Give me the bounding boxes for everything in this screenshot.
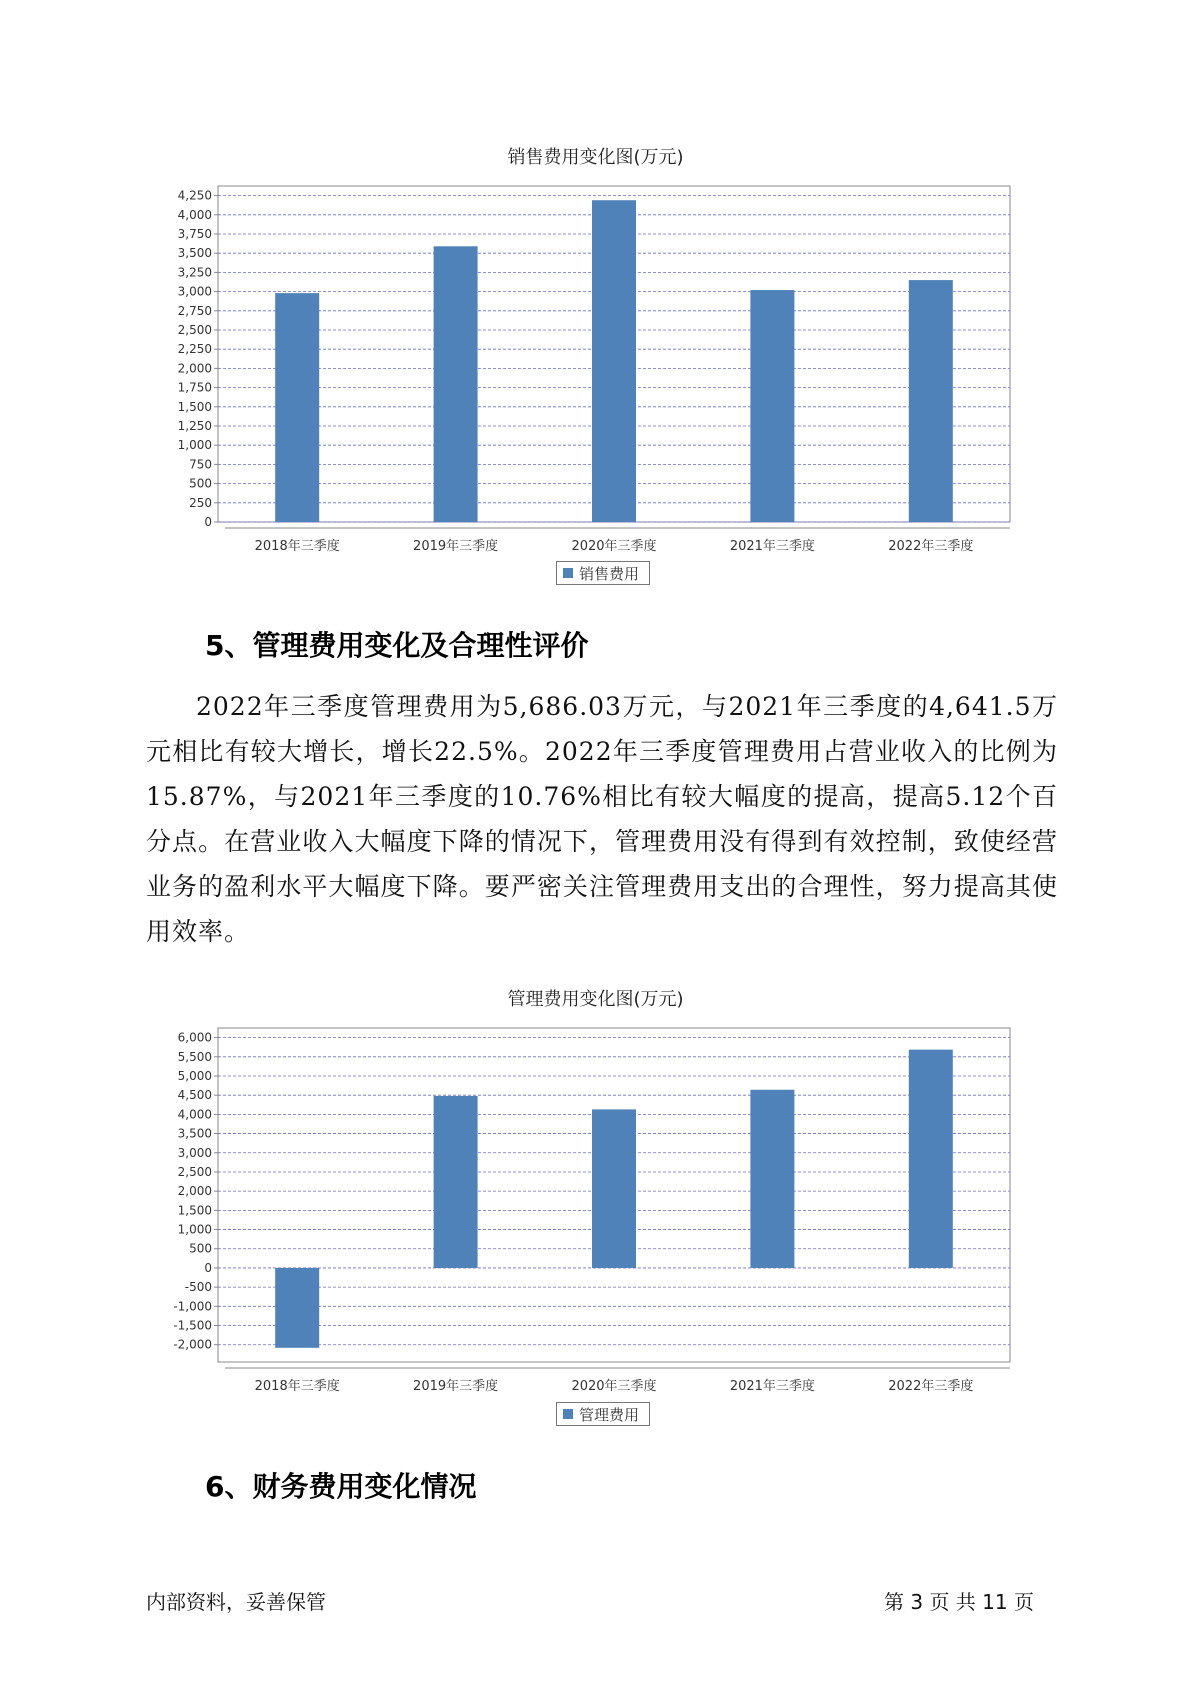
chart2-y-tick-label: -500 [184,1280,212,1295]
chart2-legend-swatch [563,1409,573,1419]
chart2-y-tick-label: 2,500 [177,1164,212,1179]
chart1-y-tick-label: 500 [189,476,212,491]
chart1-y-tick-label: 3,500 [177,246,212,261]
chart1-y-tick-label: 4,250 [177,188,212,203]
chart1-y-tick-label: 4,000 [177,207,212,222]
section6-heading: 6、财务费用变化情况 [205,1470,477,1503]
chart2-y-tick-label: 5,000 [177,1068,212,1083]
chart2-bar [909,1050,953,1268]
chart1-y-tick-label: 750 [189,457,212,472]
chart2-y-tick-label: 3,000 [177,1145,212,1160]
chart2-x-tick-label: 2018年三季度 [254,1379,340,1394]
chart2-bar [750,1090,794,1268]
section5-paragraph: 2022年三季度管理费用为5,686.03万元，与2021年三季度的4,641.5万元相比有较大增长，增长22.5%。2022年三季度管理费用占营业收入的比例为15.87%，与2021年三季度的10.76%相比有较大幅度的提高，提高5.12个百分点。在营业收入大幅度下降的情况下，管理费用没有得到有效控制，致使经营业务的盈利水平大幅度下降。要严密关注管理费用支出的合理性，努力提高其使用效率。 [146,692,1058,946]
chart1-y-tick-label: 1,000 [177,438,212,453]
chart1-title: 销售费用变化图(万元) [507,147,684,168]
chart2-bar [434,1096,478,1268]
chart1-legend-label: 销售费用 [579,564,640,583]
chart1-y-tick-label: 3,000 [177,284,212,299]
chart2-title: 管理费用变化图(万元) [507,989,684,1010]
chart1-y-tick-label: 3,250 [177,265,212,280]
chart1-x-tick-label: 2022年三季度 [888,539,974,554]
chart2-y-tick-label: 500 [189,1241,212,1256]
chart2-y-tick-label: 2,000 [177,1184,212,1199]
chart2-bar [592,1109,636,1268]
chart2-y-tick-label: 1,000 [177,1222,212,1237]
chart2-y-tick-label: -2,000 [173,1337,212,1352]
chart2-x-tick-label: 2022年三季度 [888,1379,974,1394]
chart1-x-tick-label: 2020年三季度 [571,539,657,554]
chart2-y-tick-label: 5,500 [177,1049,212,1064]
footer-left: 内部资料，妥善保管 [146,1590,326,1614]
chart1-y-tick-label: 2,000 [177,361,212,376]
chart2-y-tick-label: 6,000 [177,1030,212,1045]
section5-heading: 5、管理费用变化及合理性评价 [205,629,589,662]
chart2-y-tick-label: -1,000 [173,1299,212,1314]
footer-right: 第 3 页 共 11 页 [884,1590,1034,1614]
chart1-y-tick-label: 0 [204,515,212,529]
chart1-x-tick-label: 2018年三季度 [254,539,340,554]
chart1-y-tick-label: 2,500 [177,323,212,337]
chart2-y-tick-label: 0 [204,1260,212,1275]
chart1-y-tick-label: 1,750 [177,380,212,395]
chart1-y-tick-label: 2,250 [177,342,212,357]
chart2-y-tick-label: 4,500 [177,1088,212,1103]
chart1-y-tick-label: 1,500 [177,399,212,414]
chart2-legend-label: 管理费用 [579,1405,640,1424]
chart2-x-tick-label: 2021年三季度 [729,1379,815,1394]
chart2-bar [275,1268,319,1348]
chart1-y-tick-label: 2,750 [177,303,212,318]
chart1-x-tick-label: 2019年三季度 [413,539,499,554]
chart2-y-tick-label: 4,000 [177,1107,212,1122]
chart2-y-tick-label: -1,500 [173,1318,212,1333]
chart1-y-tick-label: 250 [189,495,212,510]
chart1-y-tick-label: 1,250 [177,419,212,433]
chart2-x-tick-label: 2020年三季度 [571,1379,657,1394]
chart2-y-tick-label: 1,500 [177,1203,212,1218]
chart2-legend [556,1402,650,1426]
chart2-x-tick-label: 2019年三季度 [413,1379,499,1394]
chart2-y-tick-label: 3,500 [177,1126,212,1141]
chart1-y-tick-label: 3,750 [177,227,212,241]
chart1-x-tick-label: 2021年三季度 [729,539,815,554]
